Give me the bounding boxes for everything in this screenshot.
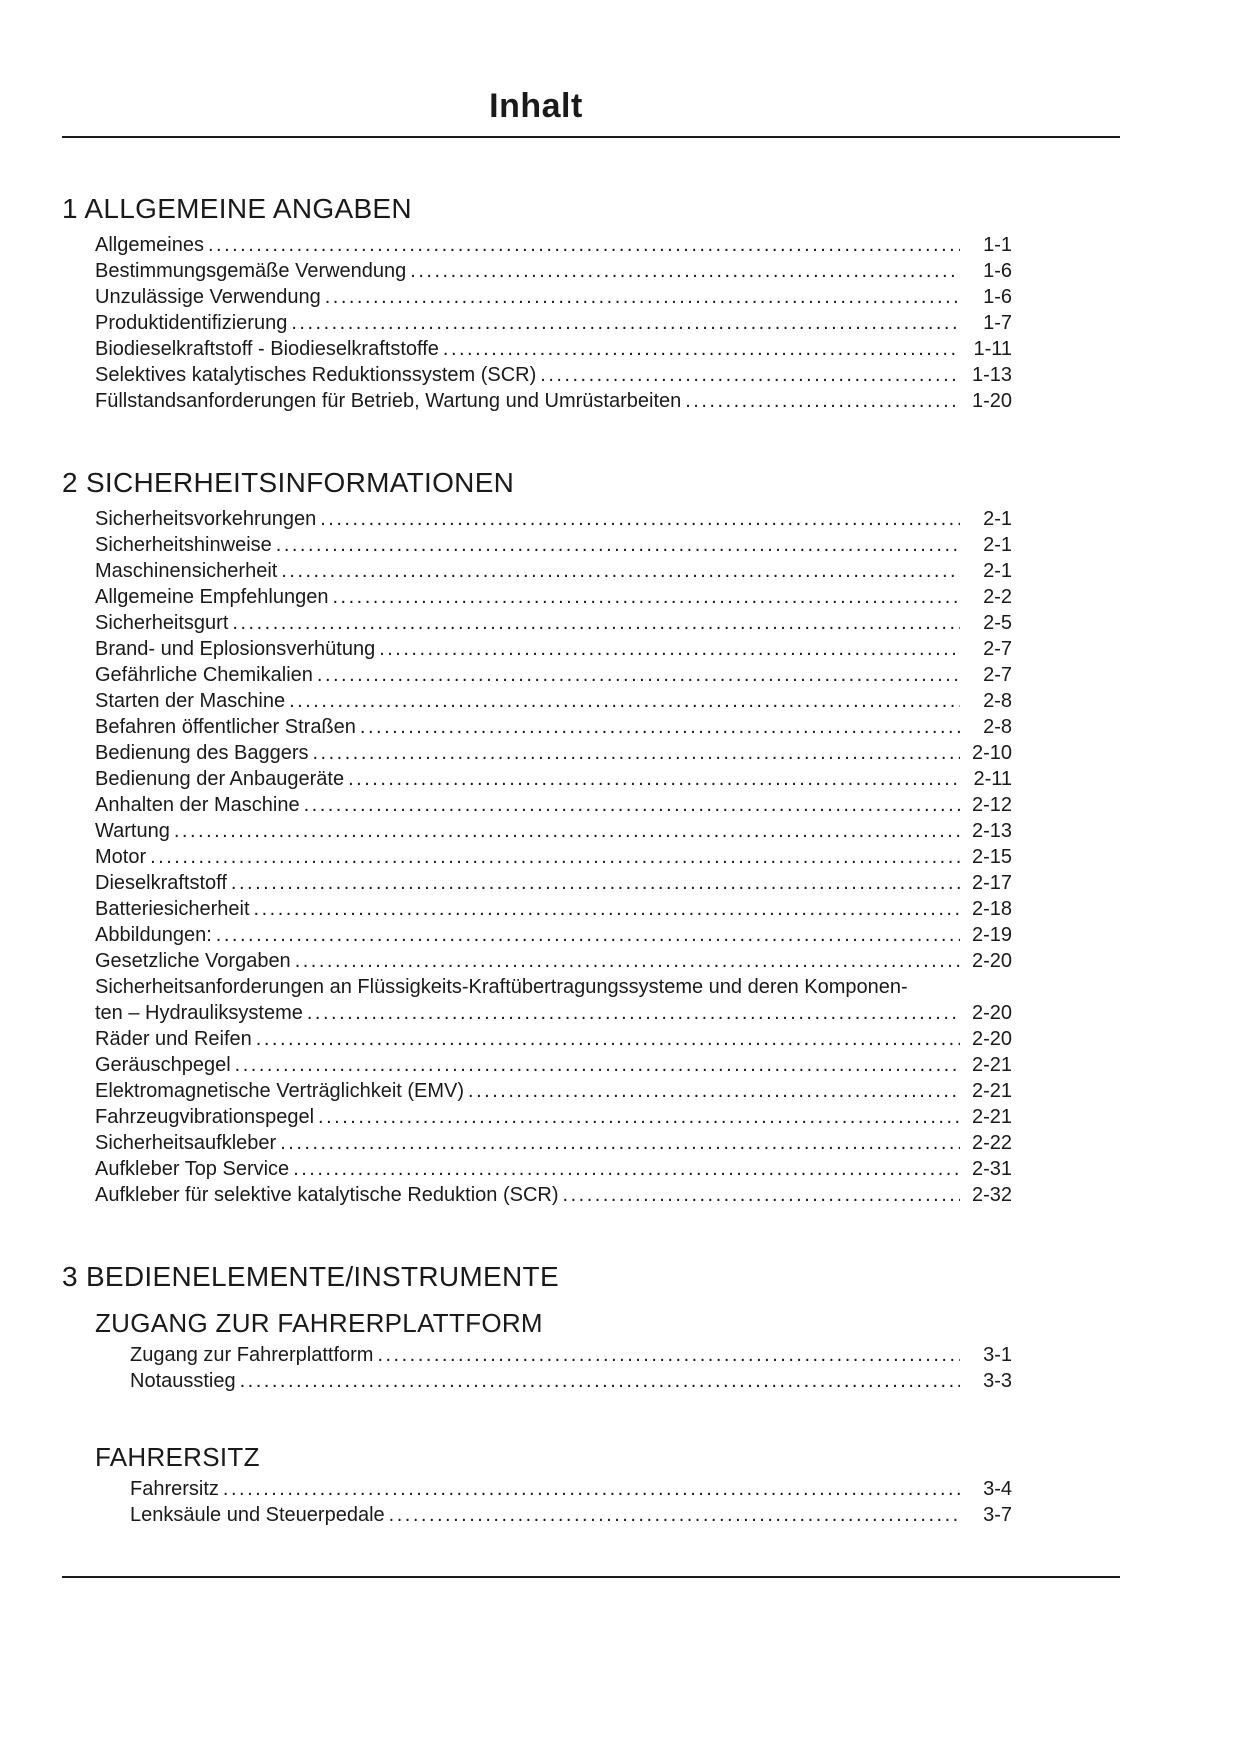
toc-entry-label: Bestimmungsgemäße Verwendung — [95, 260, 407, 282]
toc-page-number: 2-19 — [971, 924, 1012, 946]
leader-dots — [540, 362, 960, 388]
toc-entry-label: Allgemeines — [95, 234, 204, 256]
toc-entry — [95, 792, 1012, 818]
toc-page-number: 2-11 — [973, 768, 1012, 790]
toc-page-number: 3-3 — [983, 1370, 1012, 1392]
toc-entry — [95, 258, 1012, 284]
toc-section — [62, 192, 1120, 414]
toc-entry — [95, 362, 1012, 388]
toc-entry-label: Allgemeine Empfehlungen — [95, 586, 329, 608]
leader-dots — [325, 284, 960, 310]
toc-entry-label: Biodieselkraftstoff - Biodieselkraftstoffe — [95, 338, 439, 360]
leader-dots — [289, 688, 960, 714]
toc-entry-label: Selektives katalytisches Reduktionssystem (SCR) — [95, 364, 537, 386]
leader-dots — [150, 844, 960, 870]
toc-entry — [95, 1130, 1012, 1156]
toc-subsection — [62, 1308, 1120, 1394]
toc-section — [62, 466, 1120, 1208]
toc-page-number: 2-18 — [971, 898, 1012, 920]
page-title: Inhalt — [489, 87, 583, 125]
leader-dots — [295, 948, 960, 974]
toc-entry — [95, 506, 1012, 532]
toc-entry-line — [95, 1182, 1012, 1208]
leader-dots — [304, 792, 960, 818]
leader-dots — [685, 388, 960, 414]
toc-entry-label: Gefährliche Chemikalien — [95, 664, 313, 686]
toc-page-number: 2-8 — [983, 716, 1012, 738]
toc-entry-label: ten – Hydrauliksysteme — [95, 1002, 303, 1024]
toc-entry-line — [95, 532, 1012, 558]
leader-dots — [235, 1052, 960, 1078]
toc-entry-label: Sicherheitsanforderungen an Flüssigkeits-Kraftübertragungssysteme und deren Komponen- — [95, 976, 908, 998]
toc-entry-line — [95, 818, 1012, 844]
leader-dots — [291, 310, 960, 336]
toc-entry-line — [95, 1026, 1012, 1052]
toc-page-number: 2-22 — [971, 1132, 1012, 1154]
toc-entry-line — [95, 584, 1012, 610]
toc-entry — [95, 636, 1012, 662]
toc-page-number: 2-1 — [983, 508, 1012, 530]
leader-dots — [231, 870, 960, 896]
leader-dots — [174, 818, 960, 844]
leader-dots — [223, 1476, 960, 1502]
toc-entry-line — [95, 336, 1012, 362]
toc-entry-line — [95, 714, 1012, 740]
top-rule — [62, 136, 1120, 138]
toc-entry-label: Füllstandsanforderungen für Betrieb, Wartung und Umrüstarbeiten — [95, 390, 682, 412]
toc-entry — [95, 1052, 1012, 1078]
toc-entry-line — [95, 662, 1012, 688]
leader-dots — [256, 1026, 960, 1052]
toc-entry — [95, 584, 1012, 610]
toc-page-number: 2-17 — [971, 872, 1012, 894]
leader-dots — [313, 740, 961, 766]
toc-page-number: 2-21 — [971, 1080, 1012, 1102]
leader-dots — [320, 506, 960, 532]
toc-entry — [95, 1156, 1012, 1182]
toc-page-number: 2-31 — [971, 1158, 1012, 1180]
toc-entry — [95, 1078, 1012, 1104]
leader-dots — [360, 714, 960, 740]
toc-page-number: 2-7 — [983, 638, 1012, 660]
toc-entry — [95, 766, 1012, 792]
toc-entry-line — [95, 1156, 1012, 1182]
toc-entry-label: Befahren öffentlicher Straßen — [95, 716, 356, 738]
toc-page-number: 1-13 — [971, 364, 1012, 386]
toc-entry-line — [95, 948, 1012, 974]
toc-entry-line — [95, 1078, 1012, 1104]
toc-entry-line — [95, 766, 1012, 792]
toc-entry-label: Unzulässige Verwendung — [95, 286, 321, 308]
toc-entry — [95, 740, 1012, 766]
toc-entry-label: Dieselkraftstoff — [95, 872, 227, 894]
toc-page-number: 1-20 — [971, 390, 1012, 412]
toc-entry-label: Wartung — [95, 820, 170, 842]
toc-entry — [95, 558, 1012, 584]
toc-entry-label: Sicherheitsgurt — [95, 612, 229, 634]
toc-entry-label: Produktidentifizierung — [95, 312, 288, 334]
toc-entry-label: Abbildungen: — [95, 924, 212, 946]
toc-entry — [95, 974, 1012, 1026]
toc-page-number: 2-21 — [971, 1106, 1012, 1128]
toc-entry-line — [95, 284, 1012, 310]
toc-entry-label: Räder und Reifen — [95, 1028, 252, 1050]
leader-dots — [254, 896, 960, 922]
toc-entry-line — [95, 792, 1012, 818]
toc-entry-label: Sicherheitshinweise — [95, 534, 272, 556]
toc-page-number: 2-20 — [971, 950, 1012, 972]
toc-entry-label: Bedienung des Baggers — [95, 742, 309, 764]
toc-entry-label: Anhalten der Maschine — [95, 794, 300, 816]
toc-entry — [95, 922, 1012, 948]
leader-dots — [232, 610, 960, 636]
toc-subsection — [62, 1442, 1120, 1528]
leader-dots — [389, 1502, 960, 1528]
toc-entry — [95, 870, 1012, 896]
toc-page-number: 1-6 — [983, 260, 1012, 282]
leader-dots — [216, 922, 960, 948]
leader-dots — [443, 336, 960, 362]
toc-entry-label: Sicherheitsaufkleber — [95, 1132, 277, 1154]
toc — [62, 192, 1120, 1528]
toc-entry — [130, 1476, 1012, 1502]
toc-entry-label: Fahrersitz — [130, 1478, 219, 1500]
leader-dots — [377, 1342, 960, 1368]
leader-dots — [410, 258, 960, 284]
leader-dots — [208, 232, 960, 258]
toc-entry-line — [95, 870, 1012, 896]
subsection-heading: FAHRERSITZ — [95, 1442, 260, 1472]
toc-entry — [130, 1368, 1012, 1394]
leader-dots — [317, 662, 960, 688]
toc-entry-label: Maschinensicherheit — [95, 560, 278, 582]
leader-dots — [563, 1182, 960, 1208]
toc-page-number: 2-1 — [983, 560, 1012, 582]
leader-dots — [468, 1078, 960, 1104]
toc-page-number: 2-10 — [971, 742, 1012, 764]
leader-dots — [281, 558, 960, 584]
toc-entry-label: Sicherheitsvorkehrungen — [95, 508, 317, 530]
toc-entry-line — [95, 844, 1012, 870]
toc-entry — [95, 714, 1012, 740]
toc-entry — [95, 388, 1012, 414]
toc-entry-label: Elektromagnetische Verträglichkeit (EMV) — [95, 1080, 465, 1102]
toc-entry — [95, 688, 1012, 714]
toc-entry-label: Batteriesicherheit — [95, 898, 250, 920]
toc-entry — [130, 1342, 1012, 1368]
toc-entry-line — [95, 636, 1012, 662]
toc-entry-label: Fahrzeugvibrationspegel — [95, 1106, 315, 1128]
toc-entry — [95, 310, 1012, 336]
toc-entry — [95, 610, 1012, 636]
toc-entry-line — [95, 740, 1012, 766]
leader-dots — [379, 636, 960, 662]
toc-entry-label: Aufkleber für selektive katalytische Reduktion (SCR) — [95, 1184, 559, 1206]
toc-page-number: 1-6 — [983, 286, 1012, 308]
toc-entry-line — [130, 1502, 1012, 1528]
toc-page-number: 3-4 — [983, 1478, 1012, 1500]
toc-page-number: 2-21 — [971, 1054, 1012, 1076]
toc-page-number: 3-7 — [983, 1504, 1012, 1526]
toc-page-number: 2-12 — [971, 794, 1012, 816]
leader-dots — [348, 766, 960, 792]
subsection-heading: ZUGANG ZUR FAHRERPLATTFORM — [95, 1308, 543, 1338]
toc-entry-line — [95, 1104, 1012, 1130]
toc-page-number: 2-13 — [971, 820, 1012, 842]
toc-entry-line — [95, 610, 1012, 636]
toc-entry-line — [95, 310, 1012, 336]
toc-entry-label: Lenksäule und Steuerpedale — [130, 1504, 385, 1526]
toc-page-number: 2-2 — [983, 586, 1012, 608]
toc-entry-label: Starten der Maschine — [95, 690, 286, 712]
toc-entry — [95, 1026, 1012, 1052]
toc-page-number: 3-1 — [983, 1344, 1012, 1366]
leader-dots — [280, 1130, 960, 1156]
leader-dots — [307, 1000, 960, 1026]
leader-dots — [276, 532, 960, 558]
leader-dots — [240, 1368, 960, 1394]
section-heading: 1 ALLGEMEINE ANGABEN — [62, 193, 412, 224]
leader-dots — [333, 584, 961, 610]
toc-page-number: 2-7 — [983, 664, 1012, 686]
toc-page-number: 1-7 — [983, 312, 1012, 334]
toc-entry — [95, 336, 1012, 362]
toc-entry — [95, 948, 1012, 974]
section-heading: 2 SICHERHEITSINFORMATIONEN — [62, 467, 515, 498]
toc-entry-label: Geräuschpegel — [95, 1054, 231, 1076]
toc-page-number: 2-15 — [971, 846, 1012, 868]
toc-entry — [95, 818, 1012, 844]
toc-entry-line — [95, 506, 1012, 532]
toc-entry — [130, 1502, 1012, 1528]
footer — [62, 1576, 1120, 1578]
toc-entry-line — [95, 1130, 1012, 1156]
toc-page-number: 2-8 — [983, 690, 1012, 712]
toc-entry-label: Zugang zur Fahrerplattform — [130, 1344, 374, 1366]
toc-entry-label: Notausstieg — [130, 1370, 236, 1392]
toc-entry-label: Aufkleber Top Service — [95, 1158, 290, 1180]
toc-entry — [95, 532, 1012, 558]
toc-entry-line — [130, 1368, 1012, 1394]
toc-entry-list — [95, 232, 1012, 414]
toc-section — [62, 1260, 1120, 1528]
toc-entry-list — [95, 506, 1012, 1208]
toc-entry-line — [95, 1000, 1012, 1026]
toc-page-number: 2-1 — [983, 534, 1012, 556]
toc-entry — [95, 844, 1012, 870]
toc-page-number: 2-20 — [971, 1028, 1012, 1050]
toc-entry-line — [95, 896, 1012, 922]
toc-entry — [95, 896, 1012, 922]
leader-dots — [293, 1156, 960, 1182]
toc-entry — [95, 662, 1012, 688]
toc-entry-line — [95, 232, 1012, 258]
toc-entry-line — [95, 922, 1012, 948]
toc-entry-line — [130, 1342, 1012, 1368]
toc-entry-label: Bedienung der Anbaugeräte — [95, 768, 345, 790]
toc-entry-list — [130, 1342, 1012, 1394]
toc-entry-line — [95, 1052, 1012, 1078]
leader-dots — [318, 1104, 960, 1130]
toc-entry — [95, 284, 1012, 310]
toc-entry-label: Brand- und Eplosionsverhütung — [95, 638, 376, 660]
toc-entry-line — [95, 558, 1012, 584]
toc-page-number: 2-5 — [983, 612, 1012, 634]
toc-entry — [95, 1104, 1012, 1130]
toc-entry-label: Motor — [95, 846, 147, 868]
toc-entry — [95, 1182, 1012, 1208]
toc-page-number: 1-1 — [983, 234, 1012, 256]
toc-entry — [95, 232, 1012, 258]
section-heading: 3 BEDIENELEMENTE/INSTRUMENTE — [62, 1261, 559, 1292]
toc-page-number: 2-32 — [971, 1184, 1012, 1206]
toc-entry-line — [95, 362, 1012, 388]
toc-page-number: 2-20 — [971, 1002, 1012, 1024]
toc-entry-line — [95, 688, 1012, 714]
bottom-rule — [62, 1576, 1120, 1578]
toc-entry-line — [95, 388, 1012, 414]
toc-entry-line — [130, 1476, 1012, 1502]
toc-entry-label: Gesetzliche Vorgaben — [95, 950, 291, 972]
toc-entry-line — [95, 258, 1012, 284]
toc-entry-list — [130, 1476, 1012, 1528]
toc-page-number: 1-11 — [973, 338, 1012, 360]
